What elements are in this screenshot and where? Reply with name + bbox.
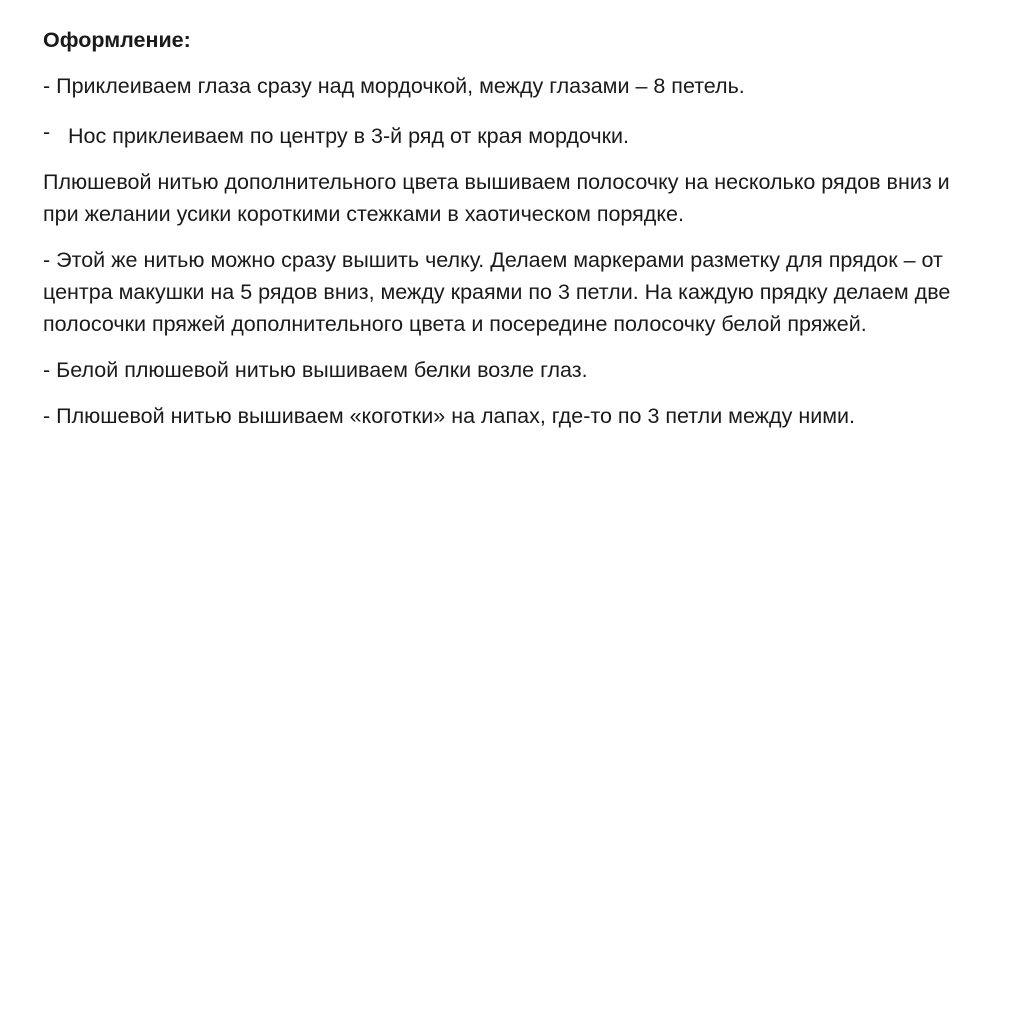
bullet-dash: - bbox=[43, 120, 51, 144]
paragraph-claws: - Плюшевой нитью вышиваем «коготки» на лапах, где-то по 3 петли между ними. bbox=[43, 404, 855, 428]
paragraph-nose bbox=[43, 116, 983, 152]
paragraph-bangs: - Этой же нитью можно сразу вышить челку. Делаем маркерами разметку для прядок – от центра макушки на 5 рядов вниз, между краями по 3 петли. На каждую прядку делаем две полосочки пряжей дополнительного цвета и посередине полосочку белой пряжей. bbox=[43, 248, 951, 336]
paragraph-eyes: - Приклеиваем глаза сразу над мордочкой, между глазами – 8 петель. bbox=[43, 74, 745, 98]
document-body bbox=[43, 24, 983, 446]
section-heading: Оформление: bbox=[43, 28, 191, 52]
paragraph-stripe: Плюшевой нитью дополнительного цвета вышиваем полосочку на несколько рядов вниз и при желании усики короткими стежками в хаотическом порядке. bbox=[43, 170, 950, 226]
paragraph-eye-whites: - Белой плюшевой нитью вышиваем белки возле глаз. bbox=[43, 358, 588, 382]
paragraph-nose-text: Нос приклеиваем по центру в 3-й ряд от края мордочки. bbox=[68, 124, 630, 148]
